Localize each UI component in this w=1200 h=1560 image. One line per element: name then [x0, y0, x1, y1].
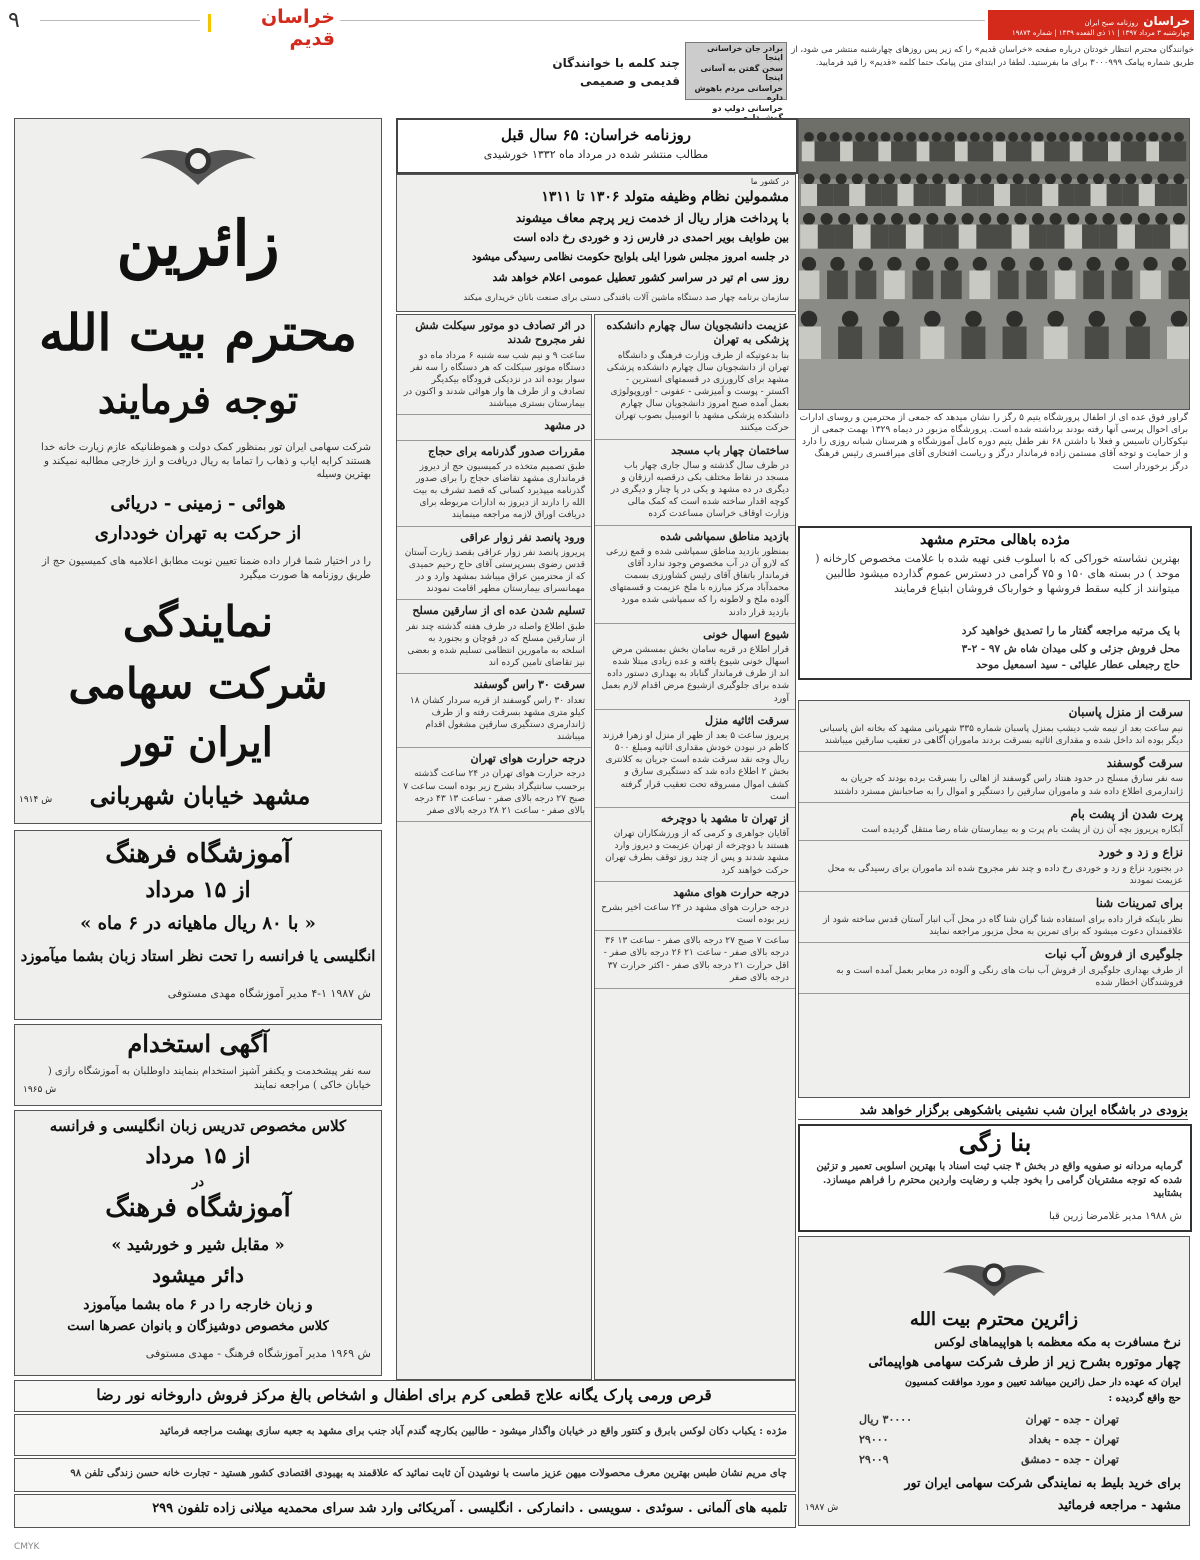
news-article: [397, 527, 591, 601]
ad-farhang-language-class: [14, 1110, 382, 1376]
header-box-subtitle: مطالب منتشر شده در مرداد ماه ۱۳۳۲ خورشیدی: [483, 148, 709, 161]
poem-line: سخن گفتن به آسانی اینجا: [700, 64, 783, 82]
article-body: بنا بدعوتیکه از طرف وزارت فرهنگ و دانشگاه تهران از دانشجویان سال چهارم دانشکده پزشکی مشهد برای کارورزی در قسمتهای انسترین - اکستر - پوست و آمیزشی - عفونی - اوروپولوژی بعمل آمده صبح امروز دانشجویان سال چهارم دانشکده پزشکی مشهد با اتومبیل بصوب تهران حرکت میکنند: [606, 350, 789, 434]
fare-price: ۳۰۰۰۰ ریال: [859, 1413, 913, 1426]
ad-text: مژده : یکباب دکان لوکس بابرق و کنتور واقع در خیابان واگذار میشود - طالبین بکارچه گندم آباد جنب برای مشهد به جعبه سازی بهشت مراجعه فرمائید: [159, 1426, 787, 1437]
article-title: شیوع اسهال خونی: [703, 627, 789, 641]
article-body: سه نفر سارق مسلح در حدود هنتاد راس گوسفند از اهالی را بسرقت برده بودند که جریان به ژاندارمری اطلاع داده شد و ماموران سارقین را دستگیر و اموال را به صاحبانش مسترد داشتند: [833, 774, 1183, 797]
ad-code: ش ۱۹۶۵: [23, 1085, 57, 1095]
ad-text: تلمبه های آلمانی . سوئدی . سویسی . دانمارکی . انگلیسی . آمریکائی وارد شد سرای محمدیه میلانی زاده تلفون ۲۹۹: [152, 1501, 787, 1516]
article-title: در اثر تصادف دو موتور سیکلت شش نفر مجروح شدند: [415, 319, 585, 347]
article-title: پرت شدن از پشت بام: [1070, 806, 1183, 821]
news-article: [397, 315, 591, 415]
article-body: آقایان جواهری و کرمی که از ورزشکاران تهران هستند با دوچرخه از تهران عزیمت و دیروز وارد مشهد شدند و پس از چند روز توقف بطرف تهران حرکت خواهند کرد: [605, 829, 789, 876]
news-article: [595, 710, 795, 808]
ad-shop: [14, 1414, 796, 1456]
article-title: نزاع و زد و خورد: [1098, 845, 1183, 860]
ad-text: مشهد - مراجعه فرمائید: [1057, 1497, 1181, 1512]
ad-seller: حاج رجبعلی عطار علیائی - سید اسمعیل موحد: [976, 659, 1180, 671]
article-title: بازدید مناطق سمپاشی شده: [660, 529, 789, 543]
article-body: تعداد ۳۰ راس گوسفند از قریه سردار کشان ۱۸ کیلو متری مشهد بسرقت رفته و از طرف ژاندارمری دستگیری سارقین مشغول اقدام میباشند: [409, 695, 585, 743]
news-article: [595, 440, 795, 526]
photo-caption: گراور فوق عده ای از اطفال پرورشگاه یتیم ۵ رگز را نشان میدهد که جمعی از محترمین و روسای ادارات برای احوال پرسی آنها رفته بودند برداشته شده است. پرورشگاه مزبور در دیماه ۱۳۲۹ بهمت جمعی از نیکوکاران تاسیس و فعلا با داشتن ۶۸ نفر طفل یتیم دوره کامل آموزشگاه و هنرستان شبانه روزی را دارد و از حمایت و توجه آقای مستمن زاده فرماندار درگز و ریاست افتخاری آقای میرافسری رئیس فرهنگ درگز برخوردار است: [799, 413, 1188, 472]
masthead: [0, 0, 1200, 50]
article-title: مقررات صدور گذرنامه برای حجاج: [428, 444, 585, 458]
fare-route: تهران - جده - تهران: [1025, 1413, 1119, 1426]
news-article: [799, 701, 1189, 752]
ad-text: در: [191, 1175, 205, 1190]
article-body: درجه حرارت هوای مشهد در ۲۴ ساعت اخیر بشرح زیر بوده است: [601, 903, 789, 926]
ad-headline: آگهی استخدام: [127, 1029, 269, 1058]
ad-headline: زائرین: [116, 207, 280, 280]
news-article: [595, 624, 795, 710]
article-subhead: سازمان برنامه چهار صد دستگاه ماشین آلات بافندگی دستی برای صنعت بانان خریداری میکند: [463, 293, 789, 303]
article-body: ساعت ۹ و نیم شب سه شنبه ۶ مرداد ماه دو دستگاه موتور سیکلت که هر دستگاه را سه نفر سوار بوده اند در نزدیکی فرودگاه بیکدیگر تصادف و از طرف ها وار هوائی شدند و اکنون در بیمارستان بستری میباشند: [403, 350, 585, 410]
ad-iran-tour-haj: [14, 118, 382, 824]
fare-row: [859, 1433, 1119, 1448]
article-body: نظر باینکه قرار داده برای استفاده شنا گران شنا گاه در محل آب انبار آستان قدس ساخته شود از علاقمندان دعوت میشود که برای تمرین به محل مزبور مراجعه نمایند: [823, 914, 1183, 938]
article-title: ساختمان چهار باب مسجد: [671, 443, 789, 457]
ad-iran-tour-airfare: [798, 1236, 1190, 1526]
news-article: [397, 441, 591, 527]
article-body: نیم ساعت بعد از نیمه شب دیشب بمنزل پاسبان شماره ۳۳۵ شهربانی مشهد که بخانه اش پاسبانی دیگر بوده اند داخل شده و مقداری اثاثیه بسرقت بردند ماموران آگاهی در تعقیب سارقین میباشند: [819, 723, 1183, 746]
ad-note: با یک مرتبه مراجعه گفتار ما را تصدیق خواهید کرد: [961, 625, 1180, 637]
article-subhead: بین طوایف بویر احمدی در فارس زد و خوردی رخ داده است: [513, 231, 789, 244]
ad-text: نرخ مسافرت به مکه معظمه با هواپیماهای لوکس: [934, 1335, 1181, 1349]
ad-deworming: [14, 1380, 796, 1412]
news-article: [397, 600, 591, 674]
logo-subtitle: روزنامه صبح ایران: [1084, 19, 1139, 27]
news-column-right: [798, 700, 1190, 1098]
news-article: [799, 892, 1189, 943]
ad-address: مشهد خیابان شهربانی: [89, 781, 311, 810]
ad-route: از حرکت به تهران خودداری: [94, 523, 302, 544]
ad-headline: زائرین محترم بیت الله: [909, 1309, 1079, 1330]
article-body: طبق اطلاع واصله در ظرف هفته گذشته چند نفر از سارقین مسلح که در قوچان و بجنورد به اسلحه به مامورین انتظامی تسلیم شده و بعضی نیز تقاضای تامین کرده اند: [406, 621, 585, 669]
fare-price: ۲۹۰۰۰: [859, 1433, 889, 1446]
ad-headline: محترم بیت الله: [38, 303, 358, 362]
article-title: عزیمت دانشجویان سال چهارم دانشکده پزشکی به تهران: [606, 319, 789, 347]
poem-box: [685, 42, 787, 113]
ad-text: کلاس مخصوص دوشیزگان و بانوان عصرها است: [67, 1319, 329, 1334]
article-title: ورود پانصد نفر زوار عراقی: [460, 530, 585, 544]
ad-headline: توجه فرمایند: [97, 377, 299, 422]
fare-price: ۲۹۰۰۹: [859, 1453, 889, 1466]
ad-address: محل فروش جزئی و کلی میدان شاه ش ۹۷ - ۲-۳: [961, 643, 1180, 655]
ad-farhang-school: [14, 830, 382, 1020]
news-article: [397, 415, 591, 440]
ad-text: حج واقع گردیده :: [1108, 1393, 1181, 1404]
ad-text: ایران که عهده دار حمل زائرین میباشد تعیین و مورد موافقت کمسیون: [905, 1377, 1181, 1388]
fare-row: [859, 1413, 1119, 1428]
article-body: طبق تصمیم متخذه در کمیسیون حج از دیروز فرمانداری مشهد تقاضای حجاج را برای صدور گذرنامه میپذیرد کسانی که قصد تشرف به بیت الله را دارند از دیروز به ادارات مربوطه برای دریافت اوراق لازمه مراجعه مینمایند: [413, 461, 585, 521]
ad-body: سه نفر پیشخدمت و یکنفر آشپز استخدام بنمایند داوطلبان به آموزشگاه رازی ( خیابان خاکی ) مراجعه نمایند: [47, 1066, 371, 1091]
tagline-subtitle: قدیمی و صمیمی: [579, 74, 680, 88]
news-article: [595, 808, 795, 882]
ad-date: از ۱۵ مرداد: [145, 877, 251, 903]
ad-employment: [14, 1024, 382, 1106]
ad-body: انگلیسی یا فرانسه را تحت نظر استاد زبان بشما میآموزد: [20, 947, 376, 965]
section-title: خراسان قدیم: [260, 6, 335, 50]
ad-date: از ۱۵ مرداد: [145, 1143, 251, 1169]
ad-text: دائر میشود: [152, 1263, 244, 1287]
article-body: از طرف بهداری جلوگیری از فروش آب نبات های رنگی و آلوده در معابر بعمل آمده است و به فروشندگان اخطار شده: [836, 965, 1183, 988]
news-article: [595, 526, 795, 624]
news-article: [397, 674, 591, 748]
ad-body: شرکت سهامی ایران تور بمنظور کمک دولت و هموطنانیکه عازم زیارت خانه خدا هستند کرایه ایاب و ذهاب را تماما به ریال دریافت و ارز خارجی مطالبه نمیکند و بهترین وسیله: [40, 442, 371, 480]
ad-text: چهار موتوره بشرح زیر از طرف شرکت سهامی هواپیمائی: [868, 1355, 1181, 1370]
divider-line: [40, 20, 200, 21]
tagline-title: چند کلمه با خوانندگان: [552, 56, 680, 70]
news-article: [595, 931, 795, 989]
ad-text: قرص ورمی پارک یگانه علاج قطعی کرم برای اطفال و اشخاص بالغ مرکز فروش داروخانه نور رضا: [96, 1386, 712, 1404]
article-title: سرقت گوسفند: [1106, 755, 1183, 770]
ad-text: برای خرید بلیط به نمایندگی شرکت سهامی ایران تور: [904, 1475, 1181, 1490]
ad-text: چای مریم نشان طبس بهترین معرف محصولات میهن عزیز ماست با نوشیدن آن ثابت نمائید که علاقمند به بهبودی اقتصادی کشور هستید - تجارت خانه حسن زندگی تلفن ۹۸: [70, 1468, 787, 1479]
wings-logo-icon: [939, 1243, 1049, 1305]
news-article: [799, 841, 1189, 892]
ad-code: ش ۱۹۱۴: [19, 795, 53, 805]
article-subhead: روز سی ام تیر در سراسر کشور تعطیل عمومی اعلام خواهد شد: [492, 271, 789, 284]
article-title: درجه حرارت هوای تهران: [470, 752, 585, 766]
article-title: سرقت ۳۰ راس گوسفند: [473, 678, 585, 692]
article-kicker: در کشور ما: [750, 177, 789, 186]
article-body: پریروز ساعت ۵ بعد از ظهر از منزل او زهرا فرزند کاظم در نبودن خودش مقداری اثاثیه ومبلغ ۵۰۰ ریال وجه نقد سرقت شده است جریان به کلانتری بخش ۲ اطلاع داده شد که دستگیری سارق و کشف اموال مسروقه تحت تعقیب قرار گرفته است: [602, 731, 789, 802]
fare-row: [859, 1453, 1119, 1468]
class-photograph-image: [799, 119, 1189, 409]
ad-headline: کلاس مخصوص تدریس زبان انگلیسی و فرانسه: [49, 1117, 347, 1135]
intro-text: خوانندگان محترم انتظار خودتان درباره صفحه «خراسان قدیم» را که زیر پس روزهای چهارشنبه منتشر می شود، از طریق شماره پیامک ۳۰۰۰۹۹۹ برای ما بفرستید. لطفا در ابتدای متن پیامک حتما کلمه «قدیم» را قید فرمایید.: [791, 45, 1194, 68]
article-body: درجه حرارت هوای تهران در ۲۴ ساعت گذشته برحسب سانتیگراد بشرح زیر بوده است ساعت ۷ صبح ۲۷ درجه بالای صفر - ساعت ۱۳ ۴۳ درجه بالای صفر - ساعت ۲۱ ۲۸ درجه بالای صفر: [403, 769, 585, 816]
fare-route: تهران - جده - دمشق: [1021, 1453, 1119, 1466]
page-number: ۹: [8, 8, 20, 33]
ad-footer: ش ۱۹۸۸ مدیر غلامرضا زرین قبا: [1048, 1211, 1182, 1222]
poem-line: برادر جان خراسانی اینجا: [706, 44, 783, 62]
news-article: [595, 315, 795, 440]
divider-line: [340, 20, 985, 21]
ad-footer: ش ۱۹۸۷ ۱-۴ مدیر آموزشگاه مهدی مستوفی: [167, 987, 371, 1000]
news-article: [799, 803, 1189, 842]
news-article: [397, 748, 591, 822]
article-title: درجه حرارت هوای مشهد: [673, 885, 789, 899]
news-article: [799, 752, 1189, 803]
article-subhead: در جلسه امروز مجلس شورا ایلی بلوایح حکومت نظامی رسیدگی میشود: [471, 251, 789, 263]
main-article: [396, 174, 796, 312]
article-title: از تهران تا مشهد با دوچرخه: [660, 811, 789, 825]
ad-body: گرمابه مردانه نو صفویه واقع در بخش ۴ جنب ثبت اسناد با بهترین اسلوبی تعمیر و تزئین شده که توجه مشتریان گرامی را بخود جلب و رضایت واردین محترم را فراهم میسازد. بشتابید: [816, 1161, 1182, 1199]
ad-pumps: [14, 1494, 796, 1528]
ad-school-name: آموزشگاه فرهنگ: [105, 1193, 291, 1223]
logo-block: [988, 10, 1194, 40]
yellow-bar: [208, 14, 211, 32]
ad-headline: آموزشگاه فرهنگ: [105, 839, 291, 869]
article-body: در ظرف سال گذشته و سال جاری چهار باب مسجد در نقاط مختلف بکی درقصبه ارزقان و دیگری در ده مشهد و یکی در پا چنار و دیگری در کوچه اقدار ساخته شده است که کمک مالی وزارت اوقاف خراسان مساعدت کرده: [610, 460, 789, 520]
ad-body: را در اختیار شما قرار داده ضمنا تعیین نوبت مطابق اعلامیه های کمیسیون حج از طریق روزنامه ها صورت میگیرد: [41, 556, 371, 581]
poem-line: خراسانی مردم باهوش داره: [694, 84, 783, 102]
ad-text: « مقابل شیر و خورشید »: [111, 1235, 285, 1254]
header-box-title: روزنامه خراسان: ۶۵ سال قبل: [500, 126, 692, 144]
ad-tea: [14, 1458, 796, 1492]
header-box: [396, 118, 798, 174]
article-body: آبکاره پریروز بچه آن زن از پشت بام پرت و به بیمارستان شاه رضا منتقل گردیده است: [861, 825, 1183, 836]
article-title: سرقت اثاثیه منزل: [704, 713, 789, 727]
article-title: تسلیم شدن عده ای از سارقین مسلح: [412, 604, 585, 618]
fare-route: تهران - جده - بغداد: [1028, 1433, 1119, 1446]
news-article: [595, 882, 795, 932]
article-subhead: با پرداخت هزار ریال از خدمت زیر پرچم معاف میشوند: [515, 211, 789, 225]
article-body: قرار اطلاع در قریه سامان بخش بمسشن مرض اسهال خونی شیوع یافته و عده زیادی مبتلا شده اند از طرف فرماندار گناباد به بهداری دستور داده شده برای جلوگیری ازشیوع مرض اقدام لازم بعمل آورد: [601, 645, 789, 704]
ad-text: و زبان خارجه را در ۶ ماه بشما میآموزد: [83, 1297, 313, 1313]
wings-logo-icon: [138, 125, 258, 195]
article-title: برای تمرینات شنا: [1095, 896, 1183, 911]
ad-rep: ایران تور: [123, 719, 273, 766]
ad-bathhouse: [798, 1124, 1192, 1232]
ad-headline: مژده باهالی محترم مشهد: [919, 532, 1071, 548]
ad-code: ش ۱۹۸۷: [805, 1503, 839, 1513]
article-headline: مشمولین نظام وظیفه متولد ۱۳۰۶ تا ۱۳۱۱: [541, 189, 789, 205]
article-title: سرقت از منزل پاسبان: [1068, 705, 1183, 719]
article-body: ساعت ۷ صبح ۲۷ درجه بالای صفر - ساعت ۱۳ ۳۶ درجه بالای صفر - ساعت ۲۱ ۲۶ درجه بالای صفر - اقل حرارت ۲۱ درجه بالای صفر - اکثر حرارت ۳۷ درجه بالای صفر: [603, 936, 789, 983]
banner-club-party: بزودی در باشگاه ایران شب نشینی باشکوهی برگزار خواهد شد: [798, 1100, 1188, 1120]
ad-modes: هوائی - زمینی - دریائی: [110, 493, 286, 514]
print-mark: CMYK: [14, 1542, 40, 1552]
article-body: بمنظور بازدید مناطق سمپاشی شده و قمع زرعی که لارو آن در آب مخصوص وجود ندارد آقای فرماندار باتفاق آقای رئیس کشاورزی بسمت محمدآباد مرکز مبارزه با ملخ عزیمت و قسمتهای آلوده ملخ و لاطونه را که سمپاشی شده مورد بازدید قرار دادند: [605, 546, 789, 618]
ad-rep: نمایندگی: [122, 597, 274, 646]
issue-line: چهارشنبه ۳ مرداد ۱۳۹۷ | ۱۱ ذی القعده ۱۴۳۹ | شماره ۱۹۸۷۴: [1011, 29, 1190, 37]
news-column-2: [594, 314, 796, 1380]
poem-line: خراسانی دولپ دو: [712, 104, 783, 113]
logo-text: خراسان: [1143, 14, 1190, 28]
news-article: [799, 943, 1189, 994]
news-column-3: [396, 314, 592, 1380]
article-body: پریروز پانصد نفر زوار عراقی بقصد زیارت آستان قدس رضوی بسرپرستی آقای حاج رحیم حمیدی که از محترمین عراق میباشد بمشهد وارد و در مهمانسرای بیمارستان مطهر اقامت نمودند: [404, 547, 585, 595]
school-photo: [798, 118, 1190, 410]
ad-body: بهترین نشاسته خوراکی که با اسلوب فنی تهیه شده با علامت مخصوص کارخانه ( موحد ) در بسته های ۱۵۰ و ۷۵ گرامی در دسترس عموم گذارده میشود طالبین میتوانند از کلیه سقط فروشها و خوارباک فروشان ابتیاع فرمایند: [815, 552, 1180, 595]
ad-starch: [798, 526, 1192, 680]
article-title: جلوگیری از فروش آب نبات: [1044, 947, 1183, 962]
ad-rep: شرکت سهامی: [68, 659, 328, 708]
article-body: در بجنورد نزاع و زد و خوردی رخ داده و چند نفر مجروح شده اند ماموران برای رسیدگی به محل عزیمت نمودند: [827, 864, 1183, 887]
ad-price: « با ۸۰ ریال ماهیانه در ۶ ماه »: [80, 913, 316, 934]
ad-headline: بنا زگی: [958, 1128, 1032, 1157]
ad-footer: ش ۱۹۶۹ مدیر آموزشگاه فرهنگ - مهدی مستوفی: [145, 1347, 371, 1360]
article-title: در مشهد: [544, 419, 585, 433]
